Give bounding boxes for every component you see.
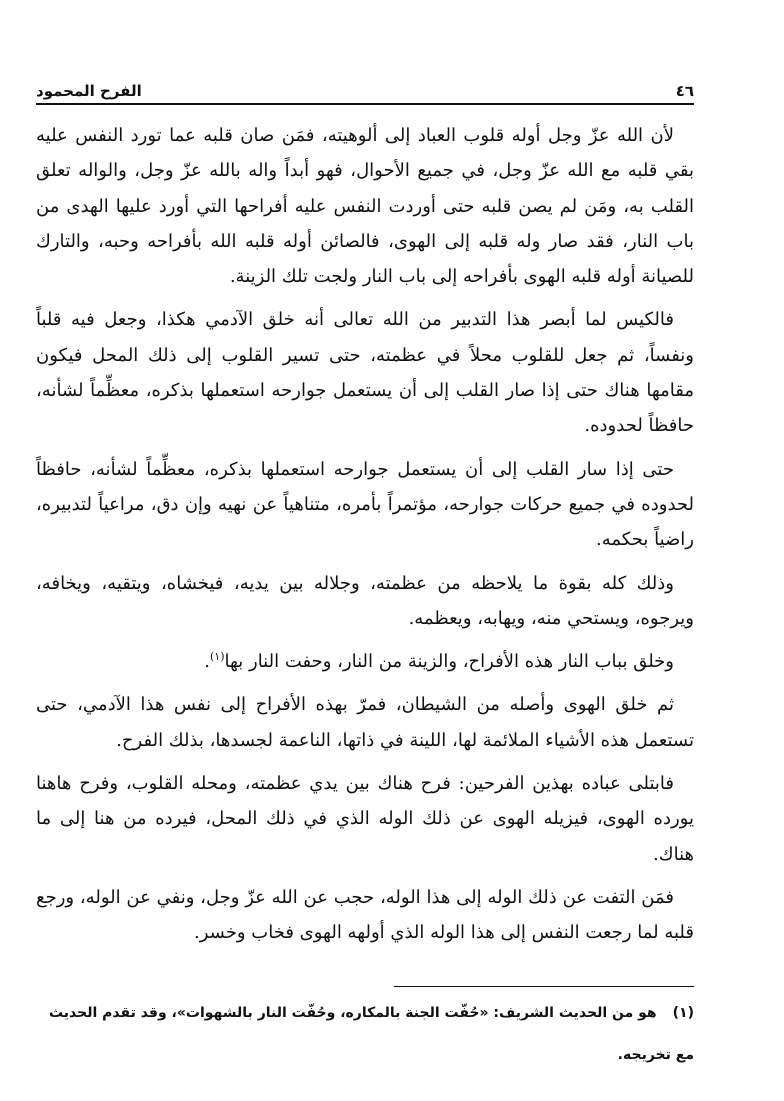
- footnote-text: هو من الحديث الشريف: «حُفّت الجنة بالمكاره، وحُفّت النار بالشهوات»، وقد تقدم الحديث مع تخريجه.: [48, 1005, 694, 1063]
- hadith-line: [36, 644, 694, 679]
- paragraph-5: ثم خلق الهوى وأصله من الشيطان، فمرّ بهذه الأفراح إلى نفس هذا الآدمي، حتى تستعمل هذه الأشياء الملائمة لها، اللينة في ذاتها، الناعمة لجسدها، بذلك الفرح.: [36, 694, 694, 751]
- paragraph-6: فابتلى عباده بهذين الفرحين: فرح هناك بين يدي عظمته، ومحله القلوب، وفرح هاهنا يورده الهوى، فيزيله الهوى عن ذلك الوله الذي في ذلك المحل، فيرده من هنا إلى ما هناك.: [36, 773, 694, 865]
- footnote-reference[interactable]: (١): [209, 650, 225, 664]
- footnote-rule: [394, 986, 694, 987]
- paragraph-3: حتى إذا سار القلب إلى أن يستعمل جوارحه استعملها بذكره، معظِّماً لشأنه، حافظاً لحدوده في جميع حركات جوارحه، مؤتمراً بأمره، متناهياً عن نهيه وإن دق، مراعياً لتدبيره، راضياً بحكمه.: [36, 458, 694, 551]
- paragraph-4: وذلك كله بقوة ما يلاحظه من عظمته، وجلاله بين يديه، فيخشاه، ويتقيه، ويخافه، ويرجوه، ويستحي منه، ويهابه، ويعظمه.: [36, 572, 694, 629]
- page-number: ٤٦: [675, 82, 694, 100]
- footnote: [36, 992, 694, 1076]
- header-rule: [36, 103, 694, 105]
- paragraph-7: فمَن التفت عن ذلك الوله إلى هذا الوله، حجب عن الله عزّ وجل، ونفي عن الوله، ورجع قلبه لما رجعت النفس إلى هذا الوله الذي أولهه الهوى فخاب وخسر.: [36, 886, 694, 944]
- page-header: [36, 74, 694, 100]
- paragraph-1: لأن الله عزّ وجل أوله قلوب العباد إلى ألوهيته، فمَن صان قلبه عما تورد النفس عليه بقي قلبه مع الله عزّ وجل، في جميع الأحوال، فهو أبداً واله بالله عزّ وجل، والواله تعلق القلب به، ومَن لم يصن قلبه حتى أوردت النفس عليه أفراحها التي أورد عليها الهدى من باب النار، فقد صار وله قلبه إلى الهوى، فالصائن أوله قلبه الله بأفراحه وحبه، والتارك للصيانة أوله قلبه الهوى بأفراحه إلى باب النار ولجت تلك الزينة.: [36, 125, 694, 288]
- hadith-line-end: .: [204, 651, 210, 673]
- body-text: [36, 118, 694, 959]
- footnote-number: (١): [672, 1005, 694, 1021]
- running-title: الفرح المحمود: [36, 82, 142, 100]
- hadith-line-text: وخلق بباب النار هذه الأفراح، والزينة من النار، وحفت النار بها: [224, 651, 674, 673]
- paragraph-2: فالكيس لما أبصر هذا التدبير من الله تعالى أنه خلق الآدمي هكذا، وجعل فيه قلباً ونفساً، ثم جعل للقلوب محلاً في عظمته، حتى تسير القلوب إلى ذلك المحل فيكون مقامها هناك حتى إذا صار القلب إلى أن يستعمل جوارحه استعملها بذكره، معظِّماً لشأنه، حافظاً لحدوده.: [36, 309, 694, 437]
